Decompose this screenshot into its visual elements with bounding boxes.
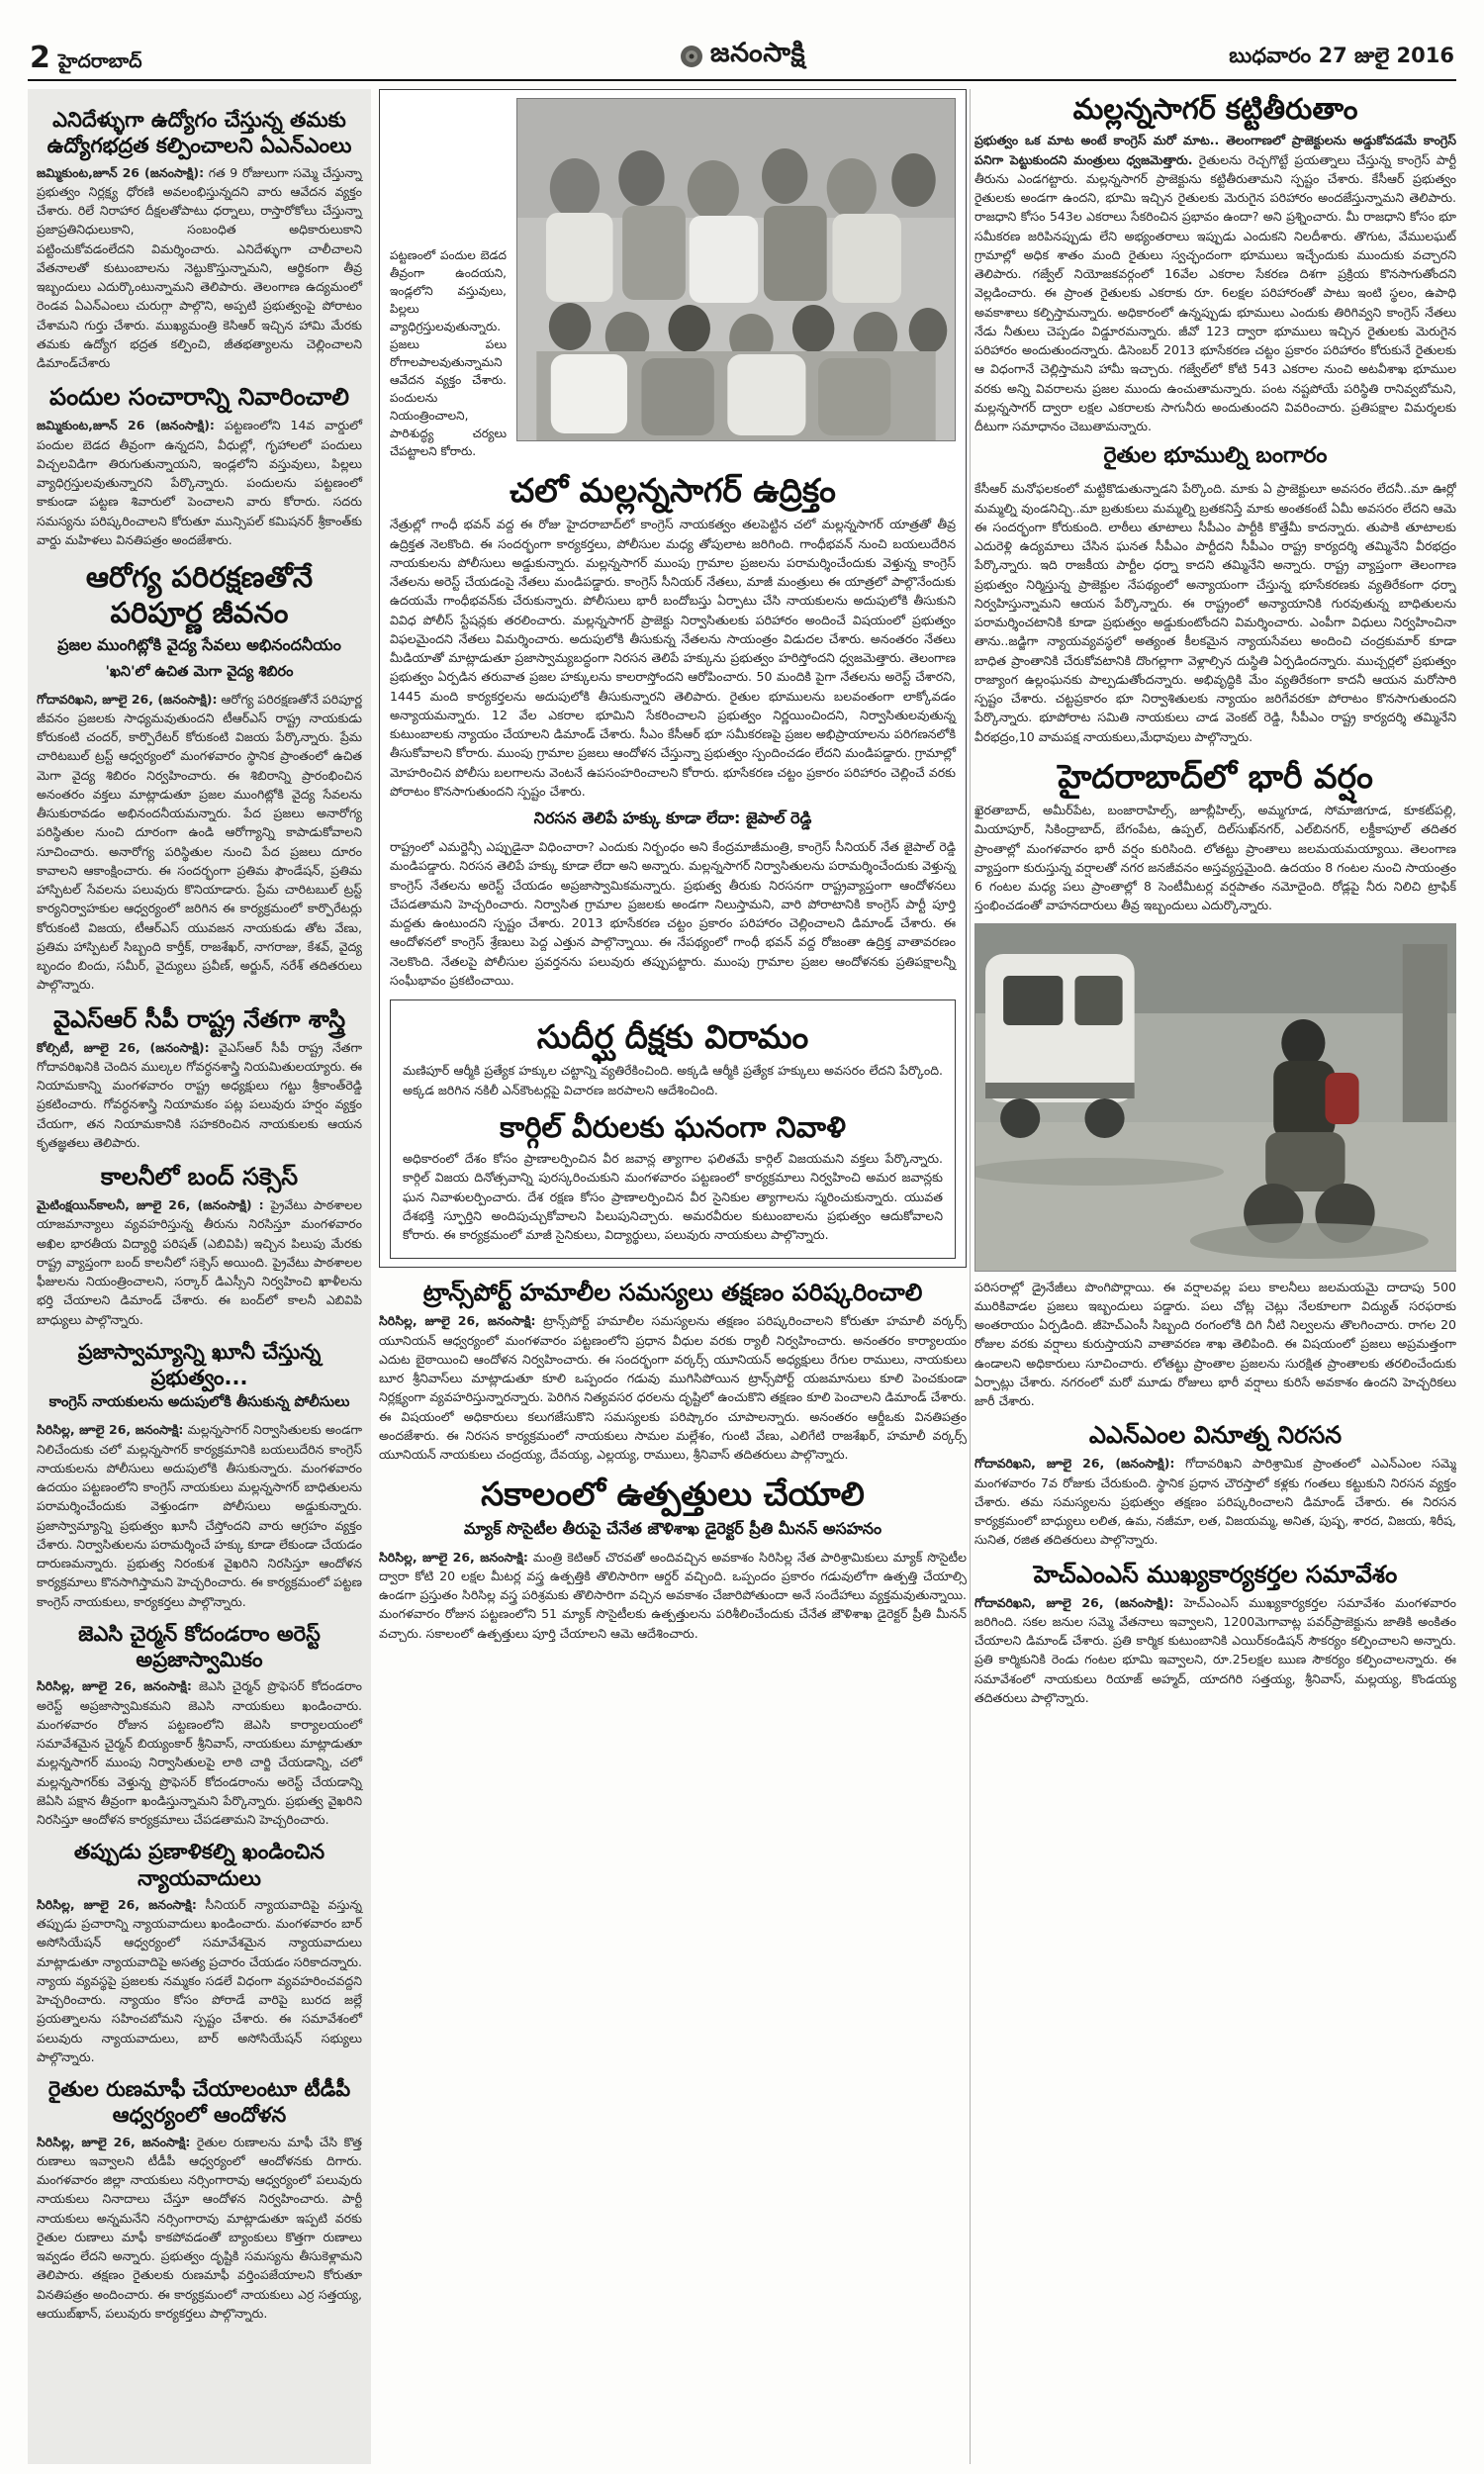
article-body: గత 9 రోజులుగా సమ్మె చేస్తున్నా ప్రభుత్వం నిర్లక్ష్య ధోరణి అవలంభిస్తున్నదని వారు ఆవేదన వ్యక్తం చేశారు. రిలే నిరాహార దీక్షలతోపాటు ధర్నాలు, రాస్తారోకోలు చేస్తున్నా ప్రజాప్రతినిధులుకాని, సంబంధిత అధికారులుకాని పట్టించుకోవడంలేదని విమర్శించారు. ఎనిదేళ్ళుగా చాలీచాలని వేతనాలతో కుటుంబాలను నెట్టుకొస్తున్నామని, ఆర్థికంగా తీవ్ర ఇబ్బందులు ఎదుర్కొంటున్నామని తెలిపారు. తెలంగాణ ఉద్యమంలో రెండవ ఏఎన్ఎంలు చురుగ్గా పాల్గొని, అప్పటి ప్రభుత్వంపై పోరాటం చేశామని గుర్తు చేశారు. ముఖ్యమంత్రి కెసిఆర్ ఇచ్చిన హామి మేరకు తమకు ఉద్యోగ భద్రత కల్పించి, జీతభత్యాలను చెల్లించాలని డిమాండ్‌చేశారు	[37, 164, 362, 370]
article-democracy-murder	[37, 1339, 362, 1611]
lead-story-body-1: నేత్రుల్లో గాంధీ భవన్ వద్ద ఈ రోజు హైదరాబాద్‌లో కాంగ్రెస్ నాయకత్వం తలపెట్టిన చలో మల్లన్నసాగర్ యాత్రతో తీవ్ర ఉద్రిక్తత నెలకొంది. ఈ సందర్భంగా కార్యకర్తలు, పోలీసుల మధ్య తోపులాట జరిగింది. గాంధీభవన్ నుంచి బయలుదేరిన నాయకులను పోలీసులు అడ్డుకున్నారు. మల్లన్నసాగర్ ముంపు గ్రామాల ప్రజలను పరామర్శించేందుకు వెళ్తున్న కాంగ్రెస్ నేతలను అరెస్ట్ చేయడంపై నేతలు మండిపడ్డారు. కాంగ్రెస్ సీనియర్ నేతలు, మాజీ మంత్రులు ఈ యాత్రలో పాల్గొనేందుకు ఉదయమే గాంధీభవన్‌కు చేరుకున్నారు. పోలీసులు భారీ బందోబస్తు ఏర్పాటు చేసి నాయకులను అదుపులోకి తీసుకుని వివిధ పోలీస్ స్టేషన్లకు తరలించారు. మల్లన్నసాగర్ ప్రాజెక్టు నిర్వాసితులకు పరిహారం అందించే విషయంలో ప్రభుత్వం విఫలమైందని నేతలు విమర్శించారు. అదుపులోకి తీసుకున్న నేతలను సాయంత్రం విడుదల చేశారు. అనంతరం నేతలు మీడియాతో మాట్లాడుతూ ప్రజాస్వామ్యబద్ధంగా నిరసన తెలిపే హక్కును ప్రభుత్వం హరిస్తోందని ధ్వజమెత్తారు. తెలంగాణ ప్రభుత్వం ఏర్పడిన తరువాత ప్రజల హక్కులను కాలరాస్తోందని ఆరోపించారు. 50 మందికి పైగా నేతలను అరెస్ట్ చేశారని, 1445 మంది కార్యకర్తలను అదుపులోకి తీసుకున్నారని తెలిపారు. రైతుల భూములను బలవంతంగా లాక్కోవడం అన్యాయమన్నారు. 12 వేల ఎకరాల భూమిని సేకరించాలని ప్రభుత్వం నిర్ణయించిందని, నిర్వాసితులవుతున్న కుటుంబాలకు న్యాయం చేయాలని డిమాండ్ చేశారు. సీఎం కేసీఆర్ భూ సమీకరణపై ప్రజల అభిప్రాయాలను పరిగణనలోకి తీసుకోవాలని కోరారు. ముంపు గ్రామాల ప్రజలు ఆందోళన చేస్తున్నా ప్రభుత్వం స్పందించడం లేదని మండిపడ్డారు. గ్రామాల్లో మోహరించిన పోలీసు బలగాలను వెంటనే ఉపసంహరించాలని కోరారు. భూసేకరణ చట్టం ప్రకారం పరిహారం చెల్లించే వరకు పోరాటం కొనసాగుతుందని స్పష్టం చేశారు.	[390, 517, 956, 799]
article-body: వైఎస్ఆర్ సీపీ రాష్ట్ర నేతగా గోదావరిఖనికి చెందిన ముల్కల గోవర్ధనశాస్త్రి నియమితులయ్యారు. ఈ నియామకాన్ని మంగళవారం రాష్ట్ర అధ్యక్షులు గట్టు శ్రీకాంత్‌రెడ్డి ప్రకటించారు. గోవర్ధనశాస్త్రి నియామకం పట్ల పలువురు హర్షం వ్యక్తం చేయగా, తన నియామకానికి సహకరించిన నాయకులకు ఆయన కృతజ్ఞతలు తెలిపారు.	[37, 1039, 362, 1150]
flood-street-photo	[974, 923, 1456, 1272]
dateline: జమ్మికుంట,జూన్ 26 (జనంసాక్షి):	[37, 164, 205, 180]
dateline: సిరిసిల్ల, జూలై 26, జనంసాక్షి:	[37, 1896, 197, 1912]
article-body: మల్లన్నసాగర్ నిర్వాసితులకు అండగా నిలిచేందుకు చలో మల్లన్నసాగర్ కార్యక్రమానికి బయలుదేరిన కాంగ్రెస్ నాయకులను పోలీసులు అదుపులోకి తీసుకున్నారు. మంగళవారం ఉదయం పట్టణంలోని కాంగ్రెస్ నాయకులు మల్లన్నసాగర్ బాధితులను పరామర్శించేందుకు వెళ్తుండగా పోలీసులు అడ్డుకున్నారు. ప్రజాస్వామ్యాన్ని ప్రభుత్వం ఖూనీ చేస్తోందని వారు ఆగ్రహం వ్యక్తం చేశారు. నిర్వాసితులను పరామర్శించే హక్కు కూడా లేకుండా చేయడం దారుణమన్నారు. ప్రభుత్వ నిరంకుశ వైఖరిని నిరసిస్తూ ఆందోళన కార్యక్రమాలు కొనసాగిస్తామని హెచ్చరించారు. ఈ కార్యక్రమంలో పట్టణ కాంగ్రెస్ నాయకులు, కార్యకర్తలు పాల్గొన్నారు.	[37, 1422, 362, 1609]
article-body-farmers-land: కేసీఆర్ మనోఫలకంలో మట్టికొడుతున్నాడని పేర్కొంది. మాకు ఏ ప్రాజెక్టులూ అవసరం లేదనీ..మా ఊర్లో మమ్మల్ని వుండనిచ్చి..మా బ్రతుకులు మమ్మల్ని బ్రతకనిస్తే మాకు అంతకంటే ఏమీ అవసరం లేదని ఆమె ఈ సందర్భంగా కోరుకుంది. లాఠీలు తూటాలు సీపీఎం పార్టీకి కొత్తేమీ కాదన్నారు. తుపాకి తూటాలకు ఎదురెళ్లి ఉద్యమాలు చేసిన ఘనత సీపీఎం పార్టీదని సీపీఎం రాష్ట్ర కార్యదర్శి తమ్మినేని వీరభద్రం పేర్కొన్నారు. ఇది రాజకీయ పార్టీల ధర్నా కాదని తమ్మినేని అన్నారు. రాష్ట్ర వ్యాప్తంగా తెలంగాణ ప్రభుత్వం నిర్మిస్తున్న ప్రాజెక్టుల నేపథ్యంలో అన్యాయంగా చేస్తున్న భూసేకరణకు వ్యతిరేకంగా ధర్నా నిర్వహిస్తున్నామని ఆయన పేర్కొన్నారు. ఈ రాష్ట్రంలో అన్యాయానికి గురవుతున్న బాధితులను పరామర్శించటానికి కూడా ప్రభుత్వం అడ్డుకుంటోందని విమర్శించారు. ఎంపీగా విధులు నిర్వహించినా తాను..జడ్జిగా న్యాయవ్యవస్థలో అత్యంత కీలకమైన న్యాయసేవలు అందించి చంద్రకుమార్ కూడా బాధిత ప్రాంతానికి చేరుకోవటానికి దొంగల్లాగా వెళ్లాల్సిన దుస్థితి ఏర్పడిందన్నారు. ముచ్చర్లలో ప్రభుత్వం రాజ్యాంగ ఉల్లంఘనకు పాల్పడుతోందన్నారు. అభివృద్ధికి మేం వ్యతిరేకంగా కాదనీ ఆయన మరోసారి స్పష్టం చేశారు. చట్టప్రకారం భూ నిర్వాశితులకు న్యాయం జరిగేవరకూ పోరాటం కొనసాగుతుందని పేర్కొన్నారు. భూపోరాట సమితి నాయకులు చాడ వెంకట్ రెడ్డి, సీపీఎం రాష్ట్ర కార్యదర్శి తమ్మినేని వీరభద్రం,10 వామపక్ష నాయకులు,మేధావులు పాల్గొన్నారు.	[974, 481, 1456, 744]
article-body: పట్టణంలోని 14వ వార్డులో పందుల బెడద తీవ్రంగా ఉన్నదని, వీధుల్లో, గృహాలలో పందులు విచ్చలవిడిగా తిరుగుతున్నాయని, ఇండ్లలోని వస్తువులు, పిల్లలు వ్యాధిగ్రస్తులవుతున్నారని పేర్కొన్నారు. పందులను పట్టణంలో కాకుండా పట్టణ శివారులో పెంచాలని వారు కోరారు. సదరు సమస్యను పరిష్కరించాలని కోరుతూ మున్సిపల్ కమిషనర్ శ్రీకాంత్‌కు వార్డు మహిళలు వినతిపత్రం అందజేశారు.	[37, 418, 363, 547]
article-tdp-loan-waiver-protest	[37, 2076, 362, 2323]
masthead-title: జనంసాక్షి	[709, 38, 806, 68]
article-headline: రైతుల రుణమాఫీ చేయాలంటూ టీడీపీ ఆధ్వర్యంలో ఆందోళన	[47, 2077, 351, 2128]
dateline: జమ్మికుంట,జూన్ 26 (జనంసాక్షి):	[37, 418, 215, 433]
dateline: సిరిసిల్ల, జూలై 26, జనంసాక్షి:	[37, 1678, 192, 1694]
article-body-continued: పరిసరాల్లో డ్రైనేజీలు పొంగిపొర్లాయి. ఈ వర్షాలవల్ల పలు కాలనీలు జలమయమై దాదాపు 500 మురికివాడల ప్రజలు ఇబ్బందులు పడ్డారు. పలు చోట్ల చెట్లు నేలకూలగా విద్యుత్ సరఫరాకు అంతరాయం ఏర్పడింది. జీహెచ్ఎంసీ సిబ్బంది రంగంలోకి దిగి నీటి నిల్వలను తొలగించారు. రాగల 20 రోజుల వరకు వర్షాలు కురుస్తాయని వాతావరణ శాఖ తెలిపింది. ఈ విషయంలో ప్రజలు అప్రమత్తంగా ఉండాలని అధికారులు సూచించారు. లోతట్టు ప్రాంతాల ప్రజలను సురక్షిత ప్రాంతాలకు తరలించేందుకు ఏర్పాట్లు చేశారు. నగరంలో మరో మూడు రోజులు భారీ వర్షాలు కురిసే అవకాశం ఉందని హెచ్చరికలు జారీ చేశారు.	[974, 1279, 1456, 1408]
article-body: హెచ్ఎంఎస్ ముఖ్యకార్యకర్తల సమావేశం మంగళవారం జరిగింది. సకల జనుల సమ్మె వేతనాలు ఇవ్వాలని, 1200మెగావాట్ల పవర్‌ప్రాజెక్టును జాతికి అంకితం చేయాలని డిమాండ్ చేశారు. ప్రతి కార్మిక కుటుంబానికి ఎయిర్‌కండిషన్ సౌకర్యం కల్పించాలని అన్నారు. ప్రతి కార్మికునికి రెండు గంటల భూమి ఇవ్వాలని, రూ.25లక్షల ఋణ సౌకర్యం కల్పించాలన్నారు. ఈ సమావేశంలో నాయకులు రియాజ్ అహ్మద్, యాదగిరి సత్తయ్య, శ్రీనివాస్, మల్లయ్య, కొండయ్య తదితరులు పాల్గొన్నారు.	[974, 1594, 1456, 1705]
dateline: గోదావరిఖని, జూలై 26, (జనంసాక్షి):	[974, 1456, 1175, 1472]
article-health-camp	[37, 559, 362, 995]
article-headline: హైదరాబాద్‌లో భారీ వర్షం	[1058, 756, 1373, 796]
article-body: ట్రాన్స్‌పోర్ట్ హమాలీల సమస్యలను తక్షణం పరిష్కరించాలని కోరుతూ హమాలీ వర్కర్స్ యూనియన్ ఆధ్వర్యంలో మంగళవారం పట్టణంలోని ప్రధాన వీధుల వరకు ర్యాలీ నిర్వహించారు. అనంతరం కార్యాలయం ఎదుట బైఠాయించి ఆందోళన నిర్వహించారు. ఈ సందర్భంగా వర్కర్స్ యూనియన్ అధ్యక్షులు రేగుల రాములు, నాయకులు బూర శ్రీనివాస్‌లు మాట్లాడుతూ కూలి ఒప్పందం గడువు ముగిసిపోయిన ట్రాన్స్‌పోర్ట్ యజమానులు కూలి పెంచకుండా నిర్లక్ష్యంగా వ్యవహరిస్తున్నారన్నారు. పెరిగిన నిత్యవసర ధరలను దృష్టిలో ఉంచుకొని తక్షణం కూలి పెంచాలని డిమాండ్ చేశారు. ఈ విషయంలో అధికారులు కలుగజేసుకొని సమస్యలకు పరిష్కారం చూపాలన్నారు. అనంతరం ఆర్డీఒకు వినతిపత్రం అందజేశారు. ఈ నిరసన కార్యక్రమంలో నాయకులు సామల మల్లేశం, గుంటి వేణు, ఎలిగేటి రాజశేఖర్, హమాలీ వర్కర్స్ యూనియన్ నాయకులు చంద్రయ్య, దేవయ్య, ఎల్లయ్య, రాములు, శ్రీనివాస్ తదితరులు పాల్గొన్నారు.	[379, 1313, 967, 1462]
article-subhead-farmers-land: రైతుల భూముల్ని బంగారం	[1103, 443, 1328, 469]
article-headline: పందుల సంచారాన్ని నివారించాలి	[49, 383, 349, 412]
article-body: మణిపూర్ ఆర్మీకి ప్రత్యేక హక్కుల చట్టాన్ని వ్యతిరేకించింది. అక్కడి ఆర్మీకి ప్రత్యేక హక్కులు అవసరం లేదని పేర్కొంది. అక్కడ జరిగిన నకిలీ ఎన్‌కౌంటర్లపై విచారణ జరపాలని ఆదేశించింది.	[403, 1063, 943, 1097]
side-text: పట్టణంలో పందుల బెడద తీవ్రంగా ఉందయని, ఇండ్లలోని వస్తువులు, పిల్లలు వ్యాధిగ్రస్తులవుతున్నారు. ప్రజలు పలు రోగాలపాలవుతున్నామని ఆవేదన వ్యక్తం చేశారు. పందులను నియంత్రించాలని, పారిశుద్ధ్య చర్యలు చేపట్టాలని కోరారు.	[390, 248, 507, 458]
issue-date: బుధవారం 27 జులై 2016	[1229, 44, 1454, 67]
article-ysrcp-leader	[37, 1004, 362, 1153]
lead-story-top-row	[390, 98, 956, 460]
lead-story-headline: చలో మల్లన్నసాగర్ ఉద్రిక్తం	[510, 471, 836, 510]
article-body: సీనియర్ న్యాయవాదిపై వస్తున్న తప్పుడు ప్రచారాన్ని న్యాయవాదులు ఖండించారు. మంగళవారం బార్ అసోసియేషన్ ఆధ్వర్యంలో సమావేశమైన న్యాయవాదులు మాట్లాడుతూ న్యాయవాదిపై అసత్య ప్రచారం చేయడం సరికాదన్నారు. న్యాయ వ్యవస్థపై ప్రజలకు నమ్మకం సడలే విధంగా వ్యవహరించవద్దని హెచ్చరించారు. న్యాయం కోసం పోరాడే వారిపై బురద జల్లే ప్రయత్నాలను సహించబోమని స్పష్టం చేశారు. ఈ సమావేశంలో పలువురు న్యాయవాదులు, బార్ అసోసియేషన్ సభ్యులు పాల్గొన్నారు.	[37, 1896, 362, 2064]
article-heavy-rain	[974, 756, 1456, 1411]
article-subhead: కాంగ్రెస్ నాయకులను అదుపులోకి తీసుకున్న పోలీసులు	[48, 1394, 350, 1411]
dateline: కోల్సిటీ, జూలై 26, (జనంసాక్షి):	[37, 1039, 210, 1055]
masthead	[679, 38, 805, 75]
column-divider	[970, 89, 971, 2464]
lead-story-side-text	[390, 98, 507, 460]
protest-crowd-photo	[516, 98, 956, 441]
article-pigs-menace	[37, 382, 362, 549]
article-anm-job-security	[37, 107, 362, 372]
article-body: అధికారంలో దేశం కోసం ప్రాణాలర్పించిన వీర జవాన్ల త్యాగాల ఫలితమే కార్గిల్ విజయమని వక్తలు పేర్కొన్నారు. కార్గిల్ విజయ దినోత్సవాన్ని పురస్కరించుకుని మంగళవారం పట్టణంలో కార్యక్రమాలు నిర్వహించి అమర జవాన్లకు ఘన నివాళులర్పించారు. దేశ రక్షణ కోసం ప్రాణాలర్పించిన వీర సైనికుల త్యాగాలను స్మరించుకున్నారు. యువత దేశభక్తి స్ఫూర్తిని అందిపుచ్చుకోవాలని పిలుపునిచ్చారు. అమరవీరుల కుటుంబాలను ప్రభుత్వం ఆదుకోవాలని కోరారు. ఈ కార్యక్రమంలో మాజీ సైనికులు, విద్యార్థులు, పలువురు నాయకులు పాల్గొన్నారు.	[403, 1151, 943, 1242]
article-headline: కార్గిల్ వీరులకు ఘనంగా నివాళి	[500, 1109, 846, 1144]
article-intro: ప్రభుత్వం ఒక మాట అంటే కాంగ్రెస్ మరో మాట.. తెలంగాణలో ప్రాజెక్టులను అడ్డుకోవడమే కాంగ్రెస్ పనిగా పెట్టుకుందని మంత్రులు ధ్వజమెత్తారు.	[974, 133, 1456, 167]
article-headline: సుదీర్ఘ దీక్షకు విరామం	[536, 1017, 809, 1056]
article-body: ప్రైవేటు పాఠశాలల యాజమాన్యాలు వ్యవహరిస్తున్న తీరును నిరసిస్తూ మంగళవారం అఖిల భారతీయ విద్యార్థి పరిషత్ (ఎబివిపి) ఇచ్చిన పిలుపు మేరకు రాష్ట్ర వ్యాప్తంగా బంద్ కాలనీలో సక్సెస్ అయింది. ప్రైవేటు పాఠశాలల ఫీజులను నియంత్రించాలని, సర్కార్ డిఎస్సీని నిర్వహించి ఖాళీలను భర్తి చేయాలని డిమాండ్ చేశారు. ఈ బంద్‌లో కాలనీ ఎబివిపి బాధ్యులు పాల్గొన్నారు.	[37, 1197, 362, 1327]
article-headline: హెచ్ఎంఎస్ ముఖ్యకార్యకర్తల సమావేశం	[1033, 1560, 1398, 1588]
dateline: గోదావరిఖని, జూలై 26, (జనంసాక్షి):	[974, 1594, 1174, 1610]
page-number: 2	[30, 41, 50, 75]
lead-story-subhead: నిరసన తెలిపే హక్కు కూడా లేదా: జైపాల్ రెడ్డి	[533, 809, 812, 827]
article-textile-production	[379, 1474, 967, 1643]
article-body: రైతులను రెచ్చగొట్టే ప్రయత్నాలు చేస్తున్న కాంగ్రెస్ పార్టీ తీరును ఎండగట్టారు. మల్లన్నసాగర్ ప్రాజెక్టును కట్టితీరుతామని స్పష్టం చేశారు. కేసీఆర్ ప్రభుత్వం రైతులకు అండగా ఉందని, భూమి ఇచ్చిన రైతులకు మెరుగైన పరిహారం అందజేస్తున్నామని తెలిపారు. రాజధాని కోసం 543ల ఎకరాలు సేకరించిన ప్రభావం ఉందా? అని ప్రశ్నించారు. మీ రాజధాని కోసం భూ సమీకరణ జరిపినప్పుడు లేని అభ్యంతరాలు ఇప్పుడు ఎందుకని నిలదీశారు. తొగుట, వేములఘట్ గ్రామాల్లో అధిక శాతం మంది రైతులు స్వచ్ఛందంగా భూములు ఇచ్చేందుకు ముందుకు వచ్చారని తెలిపారు. గజ్వేల్ నియోజకవర్గంలో 16వేల ఎకరాల సేకరణ దిశగా ప్రక్రియ కొనసాగుతోందని వెల్లడించారు. ఈ ప్రాంత రైతులకు ఎకరాకు రూ. 6లక్షల పరిహారంతో పాటు ఇంటి స్థలం, ఉపాధి అవకాశాలు కల్పిస్తామన్నారు. అధికారంలో ఉన్నప్పుడు భూములు ఎందుకు తిరిగివ్వని కాంగ్రెస్ నేతలు నేడు నీతులు చెప్పడం విడ్డూరమన్నారు. జీవో 123 ద్వారా భూములు ఇచ్చిన రైతులకు మెరుగైన పరిహారం అందుతుందన్నారు. డిసెంబర్ 2013 భూసేకరణ చట్టం ప్రకారం పరిహారం కోరుకునే రైతులకు ఆ విధంగానే చెల్లిస్తామని హామీ ఇచ్చారు. గజ్వేల్‌లో కోటి 543 ఎకరాల నుంచి అటవీశాఖ భూముల వరకు అన్ని వివరాలను ప్రజల ముందు ఉంచుతామన్నారు. పంట నష్టపోయే పరిస్థితి రానివ్వబోమని, మల్లన్నసాగర్ ద్వారా లక్షల ఎకరాలకు సాగునీరు అందుతుందని వివరించారు. ప్రతిపక్షాల విమర్శలకు దీటుగా సమాధానం చెబుతామన్నారు.	[974, 151, 1456, 433]
dateline: మైటింక్షయిన్‌కాలనీ, జూలై 26, (జనంసాక్షి) :	[37, 1197, 264, 1212]
edition-name: హైదరాబాద్	[57, 50, 142, 73]
article-anm-protest	[974, 1420, 1456, 1549]
article-headline: కాలనీలో బంద్ సక్సెస్	[100, 1163, 299, 1190]
right-column	[974, 89, 1456, 2464]
article-headline: ఎఎన్ఎంల వినూత్న నిరసన	[1088, 1421, 1343, 1450]
article-headline: ఎనిదేళ్ళుగా ఉద్యోగం చేస్తున్న తమకు ఉద్యోగభద్రత కల్పించాలని ఏఎన్ఎంలు	[46, 108, 352, 158]
article-body: జెఎసి చైర్మన్ ప్రొఫెసర్ కోదండరాం అరెస్ట్ అప్రజాస్వామికమని జెఎసి నాయకులు ఖండించారు. మంగళవారం రోజున పట్టణంలోని జెఎసి కార్యాలయంలో సమావేశమైన చైర్మన్ బియ్యంకార్ శ్రీనివాస్, నాయకులు మాట్లాడుతూ మల్లన్నసాగర్ ముంపు నిర్వాసితులపై లాఠి చార్జి చేయడాన్ని, చలో మల్లన్నసాగర్‌కు వెళ్తున్న ప్రొఫెసర్ కోదండరాంను అరెస్ట్ చేయడాన్ని జెఏసి పక్షాన తీవ్రంగా ఖండిస్తున్నామని పేర్కొన్నారు. ప్రభుత్వ వైఖరిని నిరసిస్తూ ఆందోళన కార్యక్రమాలు చేపడతామని హెచ్చరించారు.	[37, 1678, 362, 1827]
article-mallannasagar-will-build	[974, 91, 1456, 746]
article-colony-bandh	[37, 1162, 362, 1329]
article-kargil-tribute	[403, 1109, 943, 1245]
left-column	[28, 89, 371, 2464]
article-body: గోదావరిఖని పారిశ్రామిక ప్రాంతంలో ఎఎన్ఎంల సమ్మె మంగళవారం 7వ రోజుకు చేరుకుంది. స్థానిక ప్రధాన చౌరస్తాలో కళ్లకు గంతలు కట్టుకుని నిరసన వ్యక్తం చేశారు. తమ సమస్యలను ప్రభుత్వం తక్షణం పరిష్కరించాలని డిమాండ్ చేశారు. ఈ నిరసన కార్యక్రమంలో బాధ్యులు లలిత, ఉమ, నజీమా, లత, విజయమ్మ, అనిత, పుష్ప, శారద, విజయ, శిరీష, సునిత, రజిత తదితరులు పాల్గొన్నారు.	[974, 1456, 1456, 1548]
dateline: గోదావరిఖని, జూలై 26, (జనంసాక్షి):	[37, 691, 218, 707]
article-hms-meeting	[974, 1560, 1456, 1708]
article-subhead: ప్రజల ముంగిట్లోకి వైద్య సేవలు అభినందనీయం	[57, 634, 341, 654]
briefs-box	[390, 999, 956, 1259]
article-kodandaram-arrest	[37, 1621, 362, 1830]
page-header	[28, 30, 1456, 81]
article-transport-hamali	[379, 1278, 967, 1464]
article-headline: తప్పుడు ప్రణాళికల్ని ఖండించిన న్యాయవాదులు	[73, 1840, 325, 1890]
dateline: సిరిసిల్ల, జూలై 26, జనంసాక్షి:	[379, 1313, 536, 1329]
article-body: మంత్రి కెటిఆర్ చొరవతో అందివచ్చిన అవకాశం సిరిసిల్ల నేత పారిశ్రామికులు మ్యాక్ సొసైటీల ద్వారా కోటి 20 లక్షల మీటర్ల వస్త్ర ఉత్పత్తికి తొలిసారిగా ఆర్డర్ వచ్చింది. ఒప్పందం ప్రకారం గడువులోగా ఉత్పత్తి చేయాల్సి ఉండగా ప్రస్తుతం సిరిసిల్ల వస్త్ర పరిశ్రమకు తొలిసారిగా వచ్చిన అవకాశం చేజారిపోతుందా అనే సందేహాలు వ్యక్తమవుతున్నాయి. మంగళవారం రోజున పట్టణంలోని 51 మ్యాక్ సొసైటీలకు ఉత్పత్తులను పరిశీలించేందుకు చేనేత జౌళిశాఖ డైరెక్టర్ ప్రీతి మీనన్ వచ్చారు. సకాలంలో ఉత్పత్తులు పూర్తి చేయాలని ఆమె ఆదేశించారు.	[379, 1549, 967, 1641]
dateline: సిరిసిల్ల, జూలై 26, జనంసాక్షి:	[37, 1422, 184, 1438]
lead-story-body-2: రాష్ట్రంలో ఎమర్జెన్సీ ఎప్పుడైనా విధించారా? ఎందుకు నిర్బంధం అని కేంద్రమాజీమంత్రి, కాంగ్రెస్ సీనియర్ నేత జైపాల్ రెడ్డి మండిపడ్డారు. నిరసన తెలిపే హక్కు కూడా లేదా అని అన్నారు. మల్లన్నసాగర్ నిర్వాసితులను పరామర్శించేందుకు వెళ్తున్న కాంగ్రెస్ నేతలను అరెస్ట్ చేయడం అప్రజాస్వామికమన్నారు. ప్రభుత్వ తీరుకు నిరసనగా రాష్ట్రవ్యాప్తంగా ఆందోళనలు చేపడతామని హెచ్చరించారు. నిర్వాసిత గ్రామాల ప్రజలకు అండగా నిలుస్తామని, వారి పోరాటానికి కాంగ్రెస్ పార్టీ పూర్తి మద్దతు ఉంటుందని స్పష్టం చేశారు. 2013 భూసేకరణ చట్టం ప్రకారం పరిహారం చెల్లించాలని డిమాండ్ చేశారు. ఈ ఆందోళనలో కాంగ్రెస్ శ్రేణులు పెద్ద ఎత్తున పాల్గొన్నాయి. ఈ నేపథ్యంలో గాంధీ భవన్ వద్ద రోజంతా ఉద్రిక్త వాతావరణం నెలకొంది. నేతలపై పోలీసుల ప్రవర్తనను పలువురు తప్పుపట్టారు. ముంపు గ్రామాల ప్రజల ఆందోళనకు ప్రతిపక్షాలన్నీ సంఘీభావం ప్రకటించాయి.	[390, 839, 956, 988]
article-body: ఖైరతాబాద్, అమీర్‌పేట, బంజారాహిల్స్, జూబ్లీహిల్స్, అమ్మగూడ, సోమాజిగూడ, కూకట్‌పల్లి, మియాపూర్, సికింద్రాబాద్, బేగంపేట, ఉప్పల్, దిల్‌సుఖ్‌నగర్, ఎల్‌బినగర్, లక్డీకాపూల్ తదితర ప్రాంతాల్లో మంగళవారం భారీ వర్షం కురిసింది. లోతట్టు ప్రాంతాలు జలమయమయ్యాయి. తెలంగాణ వ్యాప్తంగా కురుస్తున్న వర్షాలతో నగర జనజీవనం అస్తవ్యస్తమైంది. ఉదయం 8 గంటల నుంచి సాయంత్రం 6 గంటల మధ్య పలు ప్రాంతాల్లో 8 సెంటీమీటర్ల వర్షపాతం నమోదైంది. రోడ్లపై నీరు నిలిచి ట్రాఫిక్ స్తంభించడంతో వాహనదారులు తీవ్ర ఇబ్బందులు ఎదుర్కొన్నారు.	[974, 803, 1456, 913]
article-lawyers-condemn	[37, 1839, 362, 2066]
article-body: ఆరోగ్య పరిరక్షణతోనే పరిపూర్ణ జీవనం ప్రజలకు సాధ్యమవుతుందని టీఆర్ఎస్ రాష్ట్ర నాయకుడు కోరుకంటి చందర్, కార్పొరేటర్ కోరుకంటి విజయ పేర్కొన్నారు. ప్రేమ చారిటబుల్ ట్రస్ట్ ఆధ్వర్యంలో మంగళవారం స్థానిక ప్రాంతంలో ఉచిత మెగా వైద్య శిబిరం నిర్వహించారు. ఈ శిబిరాన్ని ప్రారంభించిన అనంతరం వక్తలు మాట్లాడుతూ ప్రజల ముంగిట్లోకి వైద్య సేవలను తీసుకురావడం అభినందనీయమన్నారు. పేద ప్రజలు అనారోగ్య పరిస్థితుల నుంచి దూరంగా ఉండి ఆరోగ్యాన్ని కాపాడుకోవాలని సూచించారు. అనారోగ్య పరిస్థితుల నుంచి పేద ప్రజలు దూరం కావాలని ఆకాంక్షించారు. ఈ సందర్భంగా ప్రతిమ ఫౌండేషన్, ప్రతిమ హాస్పిటల్ సేవలను పలువురు కొనియాడారు. ప్రేమ చారిటబుల్ ట్రస్ట్ కార్యనిర్వాహకుల ఆధ్వర్యంలో జరిగిన ఈ కార్యక్రమంలో కార్పొరేటర్లు కోరుకంటి విజయ, టీఆర్ఎస్ యువజన నాయకుడు తోట వేణు, ప్రతిమ హాస్పిటల్ సిబ్బంది కార్తీక్, రాజశేఖర్, నాగరాజు, కేశవ్, వైద్య బృందం బిందు, సమీర్, వైద్యులు ప్రవీణ్, అర్జున్, నరేశ్ తదితరులు పాల్గొన్నారు.	[37, 691, 362, 993]
lead-story-box	[379, 89, 967, 1268]
dateline: సిరిసిల్ల, జూలై 26, జనంసాక్షి:	[37, 2134, 191, 2149]
article-fast-break	[403, 1016, 943, 1099]
article-headline: సకాలంలో ఉత్పత్తులు చేయాలి	[481, 1475, 865, 1514]
article-headline: ప్రజాస్వామ్యాన్ని ఖూనీ చేస్తున్న ప్రభుత్వం...	[77, 1339, 322, 1389]
article-headline: వైఎస్ఆర్ సీపీ రాష్ట్ర నేతగా శాస్త్రి	[52, 1004, 346, 1033]
article-subhead: మ్యాక్ సొసైటీల తీరుపై చేనేత జౌళిశాఖ డైరెక్టర్ ప్రీతి మీనన్ అసహనం	[463, 1518, 882, 1538]
article-headline: జెఎసి చైర్మన్ కోదండరాం అరెస్ట్ అప్రజాస్వామికం	[78, 1621, 321, 1671]
article-subhead-2: 'ఖని'లో ఉచిత మెగా వైద్య శిబిరం	[105, 663, 294, 680]
article-headline: మల్లన్నసాగర్ కట్టితీరుతాం	[1072, 92, 1358, 126]
masthead-emblem-icon	[679, 44, 704, 69]
middle-column	[379, 89, 967, 2464]
dateline: సిరిసిల్ల, జూలై 26, జనంసాక్షి:	[379, 1549, 528, 1565]
article-body: రైతుల రుణాలను మాఫీ చేసి కొత్త రుణాలు ఇవ్వాలని టీడీపీ ఆధ్వర్యంలో ఆందోళనకు దిగారు. మంగళవారం జిల్లా నాయకులు నర్సింగారావు ఆధ్వర్యంలో పలువురు నాయకులు నినాదాలు చేస్తూ ఆందోళన నిర్వహించారు. పార్టీ నాయకులు అన్నమనేని నర్సింగారావు మాట్లాడుతూ ఇప్పటి వరకు రైతుల రుణాలు మాఫీ కాకపోవడంతో బ్యాంకులు కొత్తగా రుణాలు ఇవ్వడం లేదని అన్నారు. ప్రభుత్వం దృష్టికి సమస్యను తీసుకెళ్లామని తెలిపారు. తక్షణం రైతులకు రుణమాఫీ వర్తింపజేయాలని కోరుతూ వినతిపత్రం అందించారు. ఈ కార్యక్రమంలో నాయకులు ఎర్ర సత్తయ్య, ఆయుబ్‌ఖాన్, పలువురు కార్యకర్తలు పాల్గొన్నారు.	[37, 2134, 362, 2321]
article-headline: ట్రాన్స్‌పోర్ట్ హమాలీల సమస్యలు తక్షణం పరిష్కరించాలి	[422, 1279, 923, 1307]
article-headline: ఆరోగ్య పరిరక్షణతోనే పరిపూర్ణ జీవనం	[85, 560, 314, 630]
